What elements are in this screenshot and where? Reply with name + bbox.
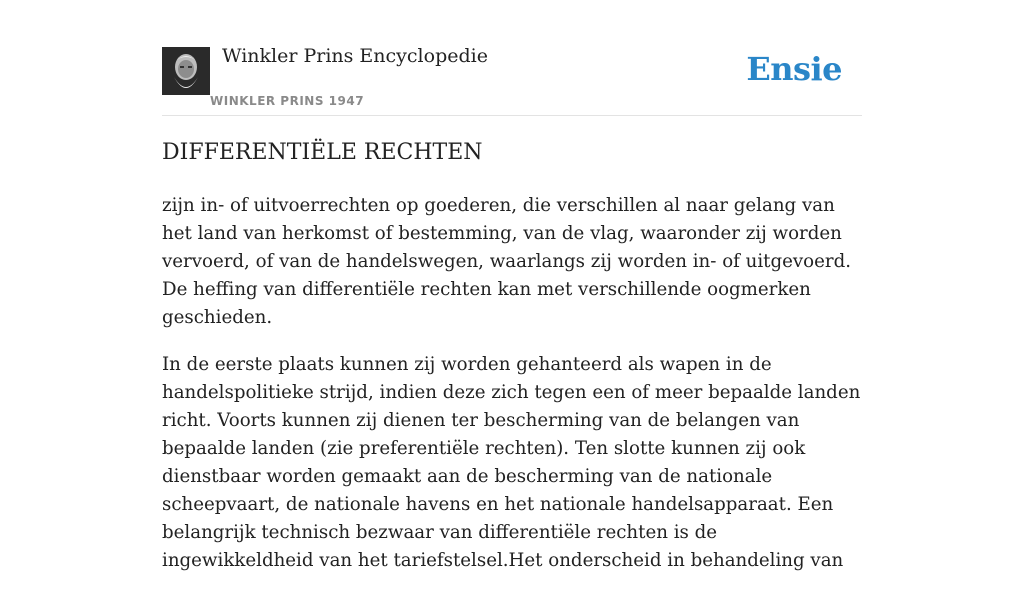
article-paragraph: In de eerste plaats kunnen zij worden gehanteerd als wapen in de handelspolitieke strijd, indien deze zich tegen een of meer bepaalde landen richt. Voorts kunnen zij dienen ter bescherming van de belangen van bepaalde landen (zie preferentiële rechten). Ten slotte kunnen zij ook dienstbaar worden gemaakt aan de bescherming van de nationale scheepvaart, de nationale havens en het nationale handelsapparaat. Een belangrijk technisch bezwaar van differentiële rechten is de ingewikkeldheid van het tariefstelsel.Het onderscheid in behandeling van <box>162 354 861 571</box>
article-body <box>162 192 862 594</box>
portrait-icon <box>162 47 210 95</box>
source-subtitle: WINKLER PRINS 1947 <box>210 94 365 108</box>
brand-logo[interactable]: Ensie <box>746 50 842 88</box>
article-title: DIFFERENTIËLE RECHTEN <box>162 140 483 165</box>
source-header <box>162 0 862 116</box>
article-paragraph: zijn in- of uitvoerrechten op goederen, die verschillen al naar gelang van het land van herkomst of bestemming, van de vlag, waaronder zij worden vervoerd, of van de handelswegen, waarlangs zij worden in- of uitgevoerd. De heffing van differentiële rechten kan met verschillende oogmerken geschieden. <box>162 195 852 328</box>
source-name[interactable]: Winkler Prins Encyclopedie <box>222 45 488 67</box>
avatar[interactable] <box>162 47 210 95</box>
